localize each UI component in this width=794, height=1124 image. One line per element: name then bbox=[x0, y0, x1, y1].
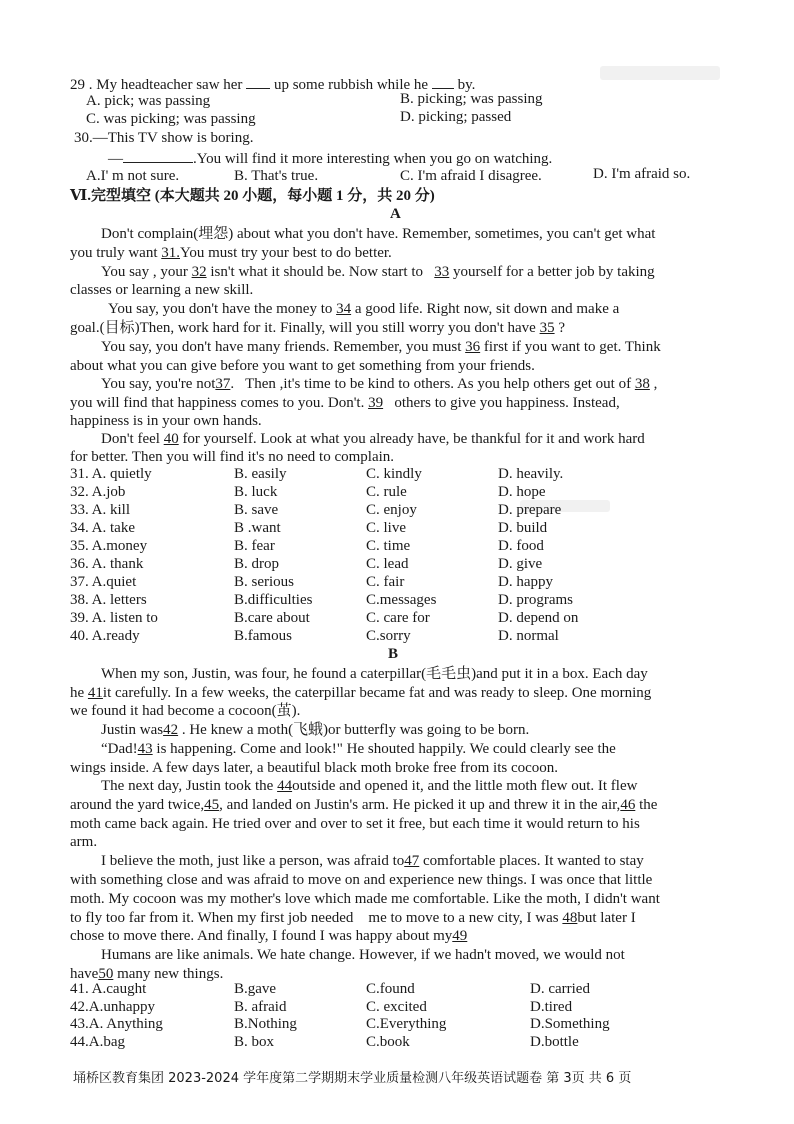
q30-option-c: C. I'm afraid I disagree. bbox=[400, 168, 542, 184]
blank-number: 33 bbox=[434, 264, 450, 280]
passage-a-option: B.care about bbox=[234, 610, 310, 626]
blank-number: 41 bbox=[87, 685, 103, 701]
passage-a-line: for better. Then you will find it's no need to complain. bbox=[70, 449, 395, 465]
blank-number: 34 bbox=[336, 301, 352, 317]
passage-a-option: D. depend on bbox=[498, 610, 579, 626]
passage-a-option: B .want bbox=[234, 520, 281, 536]
q30-option-d: D. I'm afraid so. bbox=[593, 166, 691, 182]
question-30-stem: 30.—This TV show is boring. bbox=[74, 130, 254, 146]
text-span: I believe the moth, just like a person, was afraid to bbox=[101, 853, 405, 869]
passage-a-option: C. rule bbox=[366, 484, 407, 500]
text-span: You say, you're not bbox=[101, 376, 216, 392]
text-span: . He knew a moth(飞蛾)or butterfly was going to be born. bbox=[178, 722, 530, 738]
passage-a-option: C. enjoy bbox=[366, 502, 417, 518]
passage-a-option: 39. A. listen to bbox=[70, 610, 158, 626]
passage-b-option: D.Something bbox=[530, 1016, 610, 1032]
passage-a-option: B. serious bbox=[234, 574, 294, 590]
blank-number: 44 bbox=[277, 778, 293, 794]
passage-b-option: B. afraid bbox=[234, 998, 287, 1015]
passage-b-option: B. box bbox=[234, 1033, 275, 1050]
passage-a-option: 40. A.ready bbox=[70, 628, 140, 644]
passage-b-option: 41. A.caught bbox=[70, 981, 147, 997]
passage-b-line: we found it had become a cocoon(茧). bbox=[70, 703, 301, 719]
text-span: , bbox=[649, 376, 658, 392]
text-span: ? bbox=[554, 320, 565, 336]
q29-option-c: C. was picking; was passing bbox=[86, 111, 256, 127]
text-span: you will find that happiness comes to you. Don't. bbox=[70, 395, 369, 411]
blank-number: 32 bbox=[191, 264, 207, 280]
blank-number: 31. bbox=[161, 245, 180, 261]
passage-a-line: happiness is in your own hands. bbox=[70, 413, 262, 429]
text-span: . Then ,it's time to be kind to others. As you help others get out of bbox=[230, 376, 635, 392]
passage-a-option: B.difficulties bbox=[234, 592, 313, 608]
passage-a-option: 33. A. kill bbox=[70, 502, 131, 518]
blank-number: 36 bbox=[465, 339, 481, 355]
text-span: chose to move there. And finally, I found I was happy about my bbox=[70, 928, 453, 944]
passage-b-option: 44.A.bag bbox=[70, 1033, 125, 1050]
text-span: The next day, Justin took the bbox=[101, 778, 278, 794]
passage-b-line bbox=[70, 684, 651, 702]
text-span: You say, you don't have the money to bbox=[108, 301, 337, 317]
q30-option-a: A.I' m not sure. bbox=[86, 168, 180, 184]
passage-a-line bbox=[101, 430, 645, 448]
passage-b-option: C.found bbox=[366, 981, 415, 997]
passage-b-option: B.gave bbox=[234, 981, 277, 997]
passage-b-option: 43.A. Anything bbox=[70, 1016, 163, 1032]
passage-b-option: D. carried bbox=[530, 981, 590, 997]
passage-a-option: B. fear bbox=[234, 538, 275, 554]
answer-blank bbox=[246, 74, 270, 89]
blank-number: 50 bbox=[98, 966, 114, 982]
passage-a-option: 37. A.quiet bbox=[70, 574, 137, 590]
text-span: a good life. Right now, sit down and make a bbox=[351, 301, 620, 317]
text-span: You say , your bbox=[101, 264, 192, 280]
passage-b-option: C.Everything bbox=[366, 1016, 447, 1032]
text-span: for yourself. Look at what you already have, be thankful for it and work hard bbox=[178, 431, 645, 447]
blank-number: 39 bbox=[368, 395, 384, 411]
passage-a-line bbox=[70, 244, 392, 262]
passage-a-option: B. luck bbox=[234, 484, 278, 500]
text-span: goal.(目标)Then, work hard for it. Finally, will you still worry you don't have bbox=[70, 320, 540, 336]
text-span: , and landed on Justin's arm. He picked it up and threw it in the air, bbox=[219, 797, 621, 813]
passage-b-option: C.book bbox=[366, 1033, 410, 1050]
passage-b-line bbox=[70, 796, 657, 814]
blank-number: 49 bbox=[452, 928, 468, 944]
text-span: yourself for a better job by taking bbox=[449, 264, 655, 280]
passage-a-option: D. normal bbox=[498, 628, 559, 644]
passage-b-line: moth came back again. He tried over and over to set it free, but each time it would return to his bbox=[70, 816, 640, 832]
text-span: it carefully. In a few weeks, the caterpillar became fat and was ready to sleep. One morning bbox=[102, 685, 652, 701]
text-span: comfortable places. It wanted to stay bbox=[419, 853, 644, 869]
passage-a-label: A bbox=[390, 206, 401, 222]
passage-a-line bbox=[70, 394, 620, 412]
passage-a-option: C. live bbox=[366, 520, 406, 536]
passage-a-option: C.messages bbox=[366, 592, 437, 608]
text-span: to fly too far from it. When my first job needed me to move to a new city, I was bbox=[70, 910, 563, 926]
blank-number: 43 bbox=[137, 741, 153, 757]
answer-blank bbox=[432, 74, 454, 89]
page-footer: 埇桥区教育集团 2023-2024 学年度第二学期期末学业质量检测八年级英语试题卷 第 3页 共 6 页 bbox=[73, 1071, 632, 1086]
blank-number: 38 bbox=[634, 376, 650, 392]
answer-blank bbox=[123, 148, 193, 163]
q29-stem-part: 29 . My headteacher saw her bbox=[70, 77, 243, 93]
blank-number: 47 bbox=[404, 853, 420, 869]
q29-option-d: D. picking; passed bbox=[400, 109, 512, 125]
passage-a-line: Don't complain(埋怨) about what you don't have. Remember, sometimes, you can't get what bbox=[101, 226, 656, 242]
scan-smudge bbox=[600, 66, 720, 80]
passage-b-option: 42.A.unhappy bbox=[70, 998, 155, 1015]
text-span: he bbox=[70, 685, 88, 701]
passage-a-option: B.famous bbox=[234, 628, 292, 644]
question-30-reply bbox=[108, 148, 552, 168]
passage-a-option: D. hope bbox=[498, 484, 546, 500]
passage-a-option: D. food bbox=[498, 538, 544, 554]
passage-b-line bbox=[101, 721, 529, 739]
passage-a-option: C.sorry bbox=[366, 628, 411, 644]
passage-b-option: C. excited bbox=[366, 998, 427, 1015]
q30-reply-text: .You will find it more interesting when you go on watching. bbox=[193, 151, 553, 167]
passage-a-line bbox=[101, 338, 661, 356]
passage-a-option: D. give bbox=[498, 556, 543, 572]
q29-stem-part: up some rubbish while he bbox=[273, 77, 429, 93]
passage-b-line bbox=[101, 740, 616, 758]
q29-option-a: A. pick; was passing bbox=[86, 93, 211, 109]
passage-a-option: C. kindly bbox=[366, 466, 422, 482]
passage-a-option: 34. A. take bbox=[70, 520, 135, 536]
passage-b-line: When my son, Justin, was four, he found a caterpillar(毛毛虫)and put it in a box. Each day bbox=[101, 666, 648, 682]
passage-b-option: D.tired bbox=[530, 998, 573, 1015]
passage-b-option: D.bottle bbox=[530, 1033, 579, 1050]
text-span: others to give you happiness. Instead, bbox=[383, 395, 620, 411]
passage-a-option: D. heavily. bbox=[498, 466, 564, 482]
passage-a-option: 32. A.job bbox=[70, 484, 126, 500]
blank-number: 37 bbox=[215, 376, 231, 392]
blank-number: 46 bbox=[620, 797, 636, 813]
q30-reply-dash: — bbox=[108, 151, 123, 167]
passage-a-option: C. fair bbox=[366, 574, 405, 590]
passage-a-line: classes or learning a new skill. bbox=[70, 282, 254, 298]
passage-a-option: B. drop bbox=[234, 556, 279, 572]
section-title: Ⅵ.完型填空 (本大题共 20 小题，每小题 1 分，共 20 分) bbox=[70, 188, 435, 204]
passage-a-option: C. care for bbox=[366, 610, 430, 626]
q30-option-b: B. That's true. bbox=[234, 168, 319, 184]
passage-a-line bbox=[108, 300, 619, 318]
text-span: is happening. Come and look!" He shouted happily. We could clearly see the bbox=[152, 741, 616, 757]
passage-b-line bbox=[101, 777, 637, 795]
passage-b-line: with something close and was afraid to move on and experience new things. I was once that little bbox=[70, 872, 653, 888]
passage-a-line bbox=[101, 375, 657, 393]
passage-a-option: D. programs bbox=[498, 592, 573, 608]
passage-a-option: C. lead bbox=[366, 556, 409, 572]
passage-b-option: B.Nothing bbox=[234, 1016, 297, 1032]
text-span: Don't feel bbox=[101, 431, 164, 447]
text-span: many new things. bbox=[113, 966, 224, 982]
passage-a-line bbox=[70, 319, 565, 337]
blank-number: 45 bbox=[204, 797, 220, 813]
text-span: outside and opened it, and the little moth flew out. It flew bbox=[292, 778, 638, 794]
text-span: Justin was bbox=[101, 722, 164, 738]
blank-number: 40 bbox=[163, 431, 179, 447]
text-span: “Dad! bbox=[101, 741, 138, 757]
passage-b-line: moth. My cocoon was my mother's love which made me comfortable. Like the moth, I didn't want bbox=[70, 891, 660, 907]
passage-a-option: B. save bbox=[234, 502, 279, 518]
passage-b-line bbox=[101, 852, 644, 870]
passage-a-option: 35. A.money bbox=[70, 538, 148, 554]
passage-b-line: Humans are like animals. We hate change. However, if we hadn't moved, we would not bbox=[101, 947, 625, 963]
q29-stem-part: by. bbox=[457, 77, 476, 93]
text-span: the bbox=[635, 797, 658, 813]
passage-a-option: 36. A. thank bbox=[70, 556, 144, 572]
blank-number: 48 bbox=[562, 910, 578, 926]
text-span: you truly want bbox=[70, 245, 162, 261]
passage-a-line bbox=[101, 263, 655, 281]
blank-number: 35 bbox=[539, 320, 555, 336]
passage-a-line: about what you can give before you want to get something from your friends. bbox=[70, 358, 535, 374]
text-span: first if you want to get. Think bbox=[480, 339, 661, 355]
blank-number: 42 bbox=[163, 722, 179, 738]
passage-a-option: D. prepare bbox=[498, 502, 562, 518]
q29-option-b: B. picking; was passing bbox=[400, 91, 543, 107]
passage-b-line: wings inside. A few days later, a beautiful black moth broke free from its cocoon. bbox=[70, 760, 559, 776]
passage-b-line: arm. bbox=[70, 834, 98, 850]
passage-a-option: C. time bbox=[366, 538, 411, 554]
passage-a-option: D. build bbox=[498, 520, 548, 536]
text-span: around the yard twice, bbox=[70, 797, 205, 813]
passage-a-option: 31. A. quietly bbox=[70, 466, 152, 482]
passage-b-line bbox=[70, 927, 467, 945]
text-span: but later I bbox=[577, 910, 636, 926]
text-span: You must try your best to do better. bbox=[180, 245, 392, 261]
text-span: have bbox=[70, 966, 99, 982]
text-span: You say, you don't have many friends. Remember, you must bbox=[101, 339, 466, 355]
passage-a-option: D. happy bbox=[498, 574, 553, 590]
passage-a-option: 38. A. letters bbox=[70, 592, 147, 608]
passage-b-label: B bbox=[388, 646, 399, 662]
passage-b-line bbox=[70, 909, 636, 927]
passage-a-option: B. easily bbox=[234, 466, 287, 482]
text-span: isn't what it should be. Now start to bbox=[206, 264, 435, 280]
